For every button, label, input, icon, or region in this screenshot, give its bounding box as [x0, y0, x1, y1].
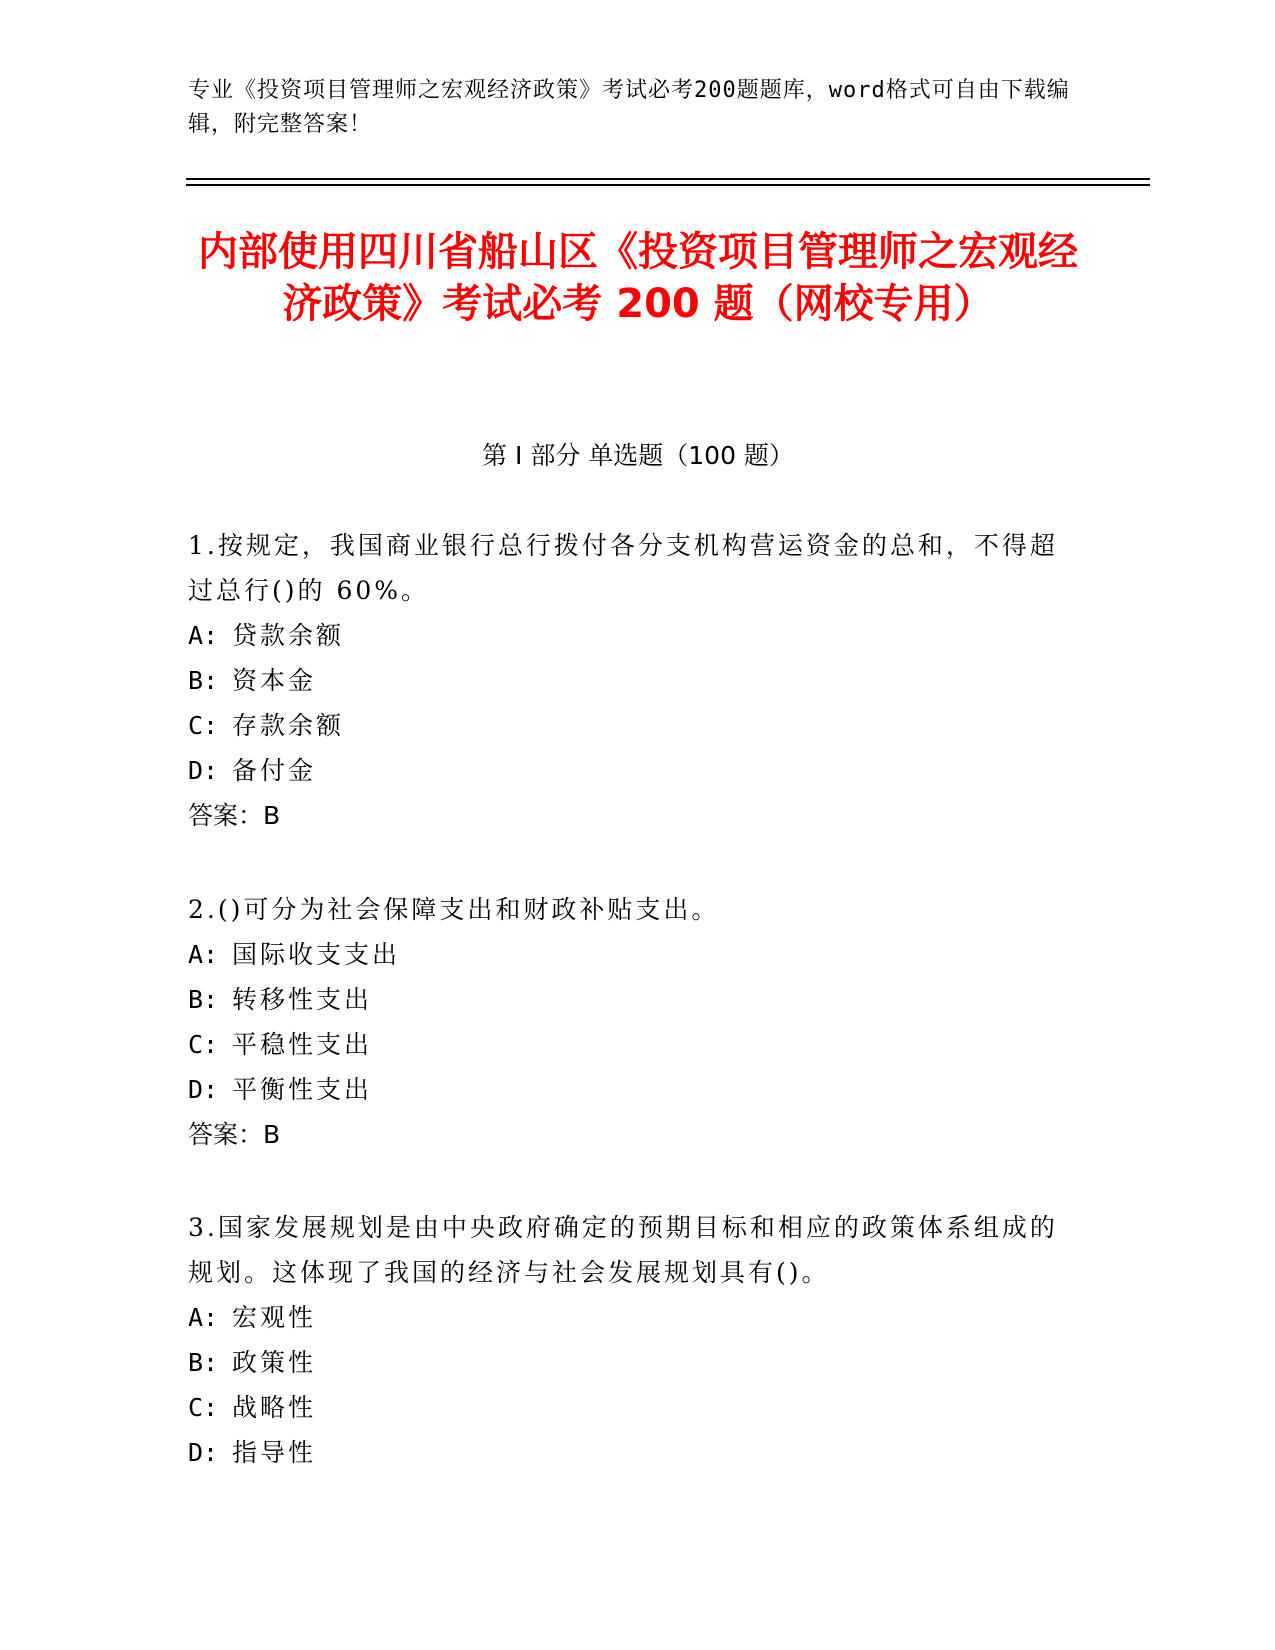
option-key: B: — [188, 666, 219, 695]
option-key: B: — [188, 985, 219, 1014]
option-key: A: — [188, 940, 219, 969]
option-c — [188, 1022, 1068, 1067]
option-c — [188, 703, 1068, 748]
header-rule-top — [186, 178, 1150, 180]
answer-line: 答案：B — [188, 1120, 281, 1149]
option-text: 资本金 — [232, 666, 317, 695]
document-title: 内部使用四川省船山区《投资项目管理师之宏观经济政策》考试必考 200 题（网校专用） — [198, 229, 1078, 327]
option-c — [188, 1385, 1068, 1430]
question-stem: 3.国家发展规划是由中央政府确定的预期目标和相应的政策体系组成的规划。这体现了我国的经济与社会发展规划具有()。 — [188, 1213, 1058, 1287]
header-rule-bottom — [186, 184, 1150, 186]
option-text: 指导性 — [232, 1438, 317, 1467]
option-b — [188, 977, 1068, 1022]
question-2 — [188, 887, 1068, 1157]
option-d — [188, 1067, 1068, 1112]
option-b — [188, 1340, 1068, 1385]
option-b — [188, 658, 1068, 703]
option-key: C: — [188, 711, 219, 740]
option-key: D: — [188, 756, 219, 785]
question-stem: 2.()可分为社会保障支出和财政补贴支出。 — [188, 895, 720, 924]
section-heading: 第 I 部分 单选题（100 题） — [482, 441, 794, 470]
option-key: A: — [188, 621, 219, 650]
question-1 — [188, 523, 1068, 838]
option-text: 平稳性支出 — [232, 1030, 373, 1059]
option-key: C: — [188, 1030, 219, 1059]
option-text: 政策性 — [232, 1348, 317, 1377]
option-key: D: — [188, 1075, 219, 1104]
option-key: B: — [188, 1348, 219, 1377]
question-3 — [188, 1205, 1068, 1475]
question-stem: 1.按规定，我国商业银行总行拨付各分支机构营运资金的总和，不得超过总行()的 60%。 — [188, 531, 1058, 605]
option-a — [188, 932, 1068, 977]
option-text: 国际收支支出 — [232, 940, 401, 969]
header-note: 专业《投资项目管理师之宏观经济政策》考试必考200题题库，word格式可自由下载编辑，附完整答案！ — [188, 78, 1070, 137]
option-text: 贷款余额 — [232, 621, 345, 650]
option-d — [188, 748, 1068, 793]
option-text: 转移性支出 — [232, 985, 373, 1014]
option-a — [188, 1295, 1068, 1340]
option-key: C: — [188, 1393, 219, 1422]
option-text: 宏观性 — [232, 1303, 317, 1332]
option-text: 存款余额 — [232, 711, 345, 740]
option-key: A: — [188, 1303, 219, 1332]
option-key: D: — [188, 1438, 219, 1467]
answer-line: 答案：B — [188, 801, 281, 830]
option-text: 战略性 — [232, 1393, 317, 1422]
option-d — [188, 1430, 1068, 1475]
option-text: 平衡性支出 — [232, 1075, 373, 1104]
option-a — [188, 613, 1068, 658]
option-text: 备付金 — [232, 756, 317, 785]
